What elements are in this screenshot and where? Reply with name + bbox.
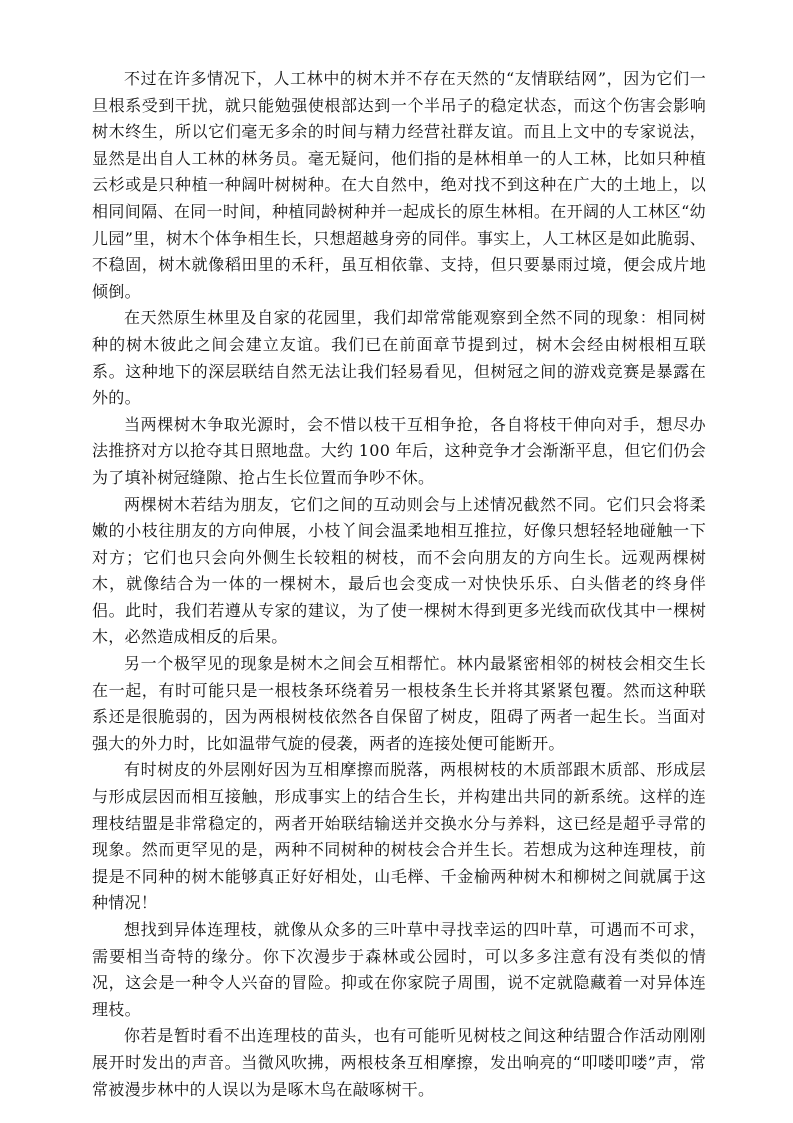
paragraph-4: 两棵树木若结为朋友，它们之间的互动则会与上述情况截然不同。它们只会将柔嫩的小枝往朋友的方向伸展，小枝丫间会温柔地相互推拉，好像只想轻轻地碰触一下对方；它们也只会向外侧生长较粗的树枝，而不会向朋友的方向生长。远观两棵树木，就像结合为一体的一棵树木，最后也会变成一对快快乐乐、白头偕老的终身伴侣。此时，我们若遵从专家的建议，为了使一棵树木得到更多光线而砍伐其中一棵树木，必然造成相反的后果。 — [92, 494, 706, 647]
paragraph-2: 在天然原生林里及自家的花园里，我们却常常能观察到全然不同的现象：相同树种的树木彼此之间会建立友谊。我们已在前面章节提到过，树木会经由树根相互联系。这种地下的深层联结自然无法让我们轻易看见，但树冠之间的游戏竞赛是暴露在外的。 — [92, 308, 706, 408]
paragraph-1: 不过在许多情况下，人工林中的树木并不存在天然的“友情联结网”，因为它们一旦根系受到干扰，就只能勉强使根部达到一个半吊子的稳定状态，而这个伤害会影响树木终生，所以它们毫无多余的时间与精力经营社群友谊。而且上文中的专家说法，显然是出自人工林的林务员。毫无疑问，他们指的是林相单一的人工林，比如只种植云杉或是只种植一种阔叶树树种。在大自然中，绝对找不到这种在广大的土地上，以相同间隔、在同一时间，种植同龄树种并一起成长的原生林相。在开阔的人工林区“幼儿园”里，树木个体争相生长，只想超越身旁的同伴。事实上，人工林区是如此脆弱、不稳固，树木就像稻田里的禾秆，虽互相依靠、支持，但只要暴雨过境，便会成片地倾倒。 — [92, 69, 706, 301]
paragraph-8: 你若是暂时看不出连理枝的苗头，也有可能听见树枝之间这种结盟合作活动刚刚展开时发出的声音。当微风吹拂，两根枝条互相摩擦，发出响亮的“叩喽叩喽”声，常常被漫步林中的人误以为是啄木鸟在敲啄树干。 — [92, 1026, 706, 1099]
paragraph-6: 有时树皮的外层刚好因为互相摩擦而脱落，两根树枝的木质部跟木质部、形成层与形成层因而相互接触，形成事实上的结合生长，并构建出共同的新系统。这样的连理枝结盟是非常稳定的，两者开始联结输送并交换水分与养料，这已经是超乎寻常的现象。然而更罕见的是，两种不同树种的树枝会合并生长。若想成为这种连理枝，前提是不同种的树木能够真正好好相处，山毛榉、千金榆两种树木和柳树之间就属于这种情况！ — [92, 760, 706, 913]
document-body — [92, 66, 706, 1103]
paragraph-7: 想找到异体连理枝，就像从众多的三叶草中寻找幸运的四叶草，可遇而不可求，需要相当奇特的缘分。你下次漫步于森林或公园时，可以多多注意有没有类似的情况，这会是一种令人兴奋的冒险。抑或在你家院子周围，说不定就隐藏着一对异体连理枝。 — [92, 920, 706, 1019]
paragraph-5: 另一个极罕见的现象是树木之间会互相帮忙。林内最紧密相邻的树枝会相交生长在一起，有时可能只是一根枝条环绕着另一根枝条生长并将其紧紧包覆。然而这种联系还是很脆弱的，因为两根树枝依然各自保留了树皮，阻碍了两者一起生长。当面对强大的外力时，比如温带气旋的侵袭，两者的连接处便可能断开。 — [92, 654, 706, 753]
paragraph-3: 当两棵树木争取光源时，会不惜以枝干互相争抢，各自将枝干伸向对手，想尽办法推挤对方以抢夺其日照地盘。大约 100 年后，这种竞争才会渐渐平息，但它们仍会为了填补树冠缝隙、抢占生长位置而争吵不休。 — [92, 414, 706, 487]
